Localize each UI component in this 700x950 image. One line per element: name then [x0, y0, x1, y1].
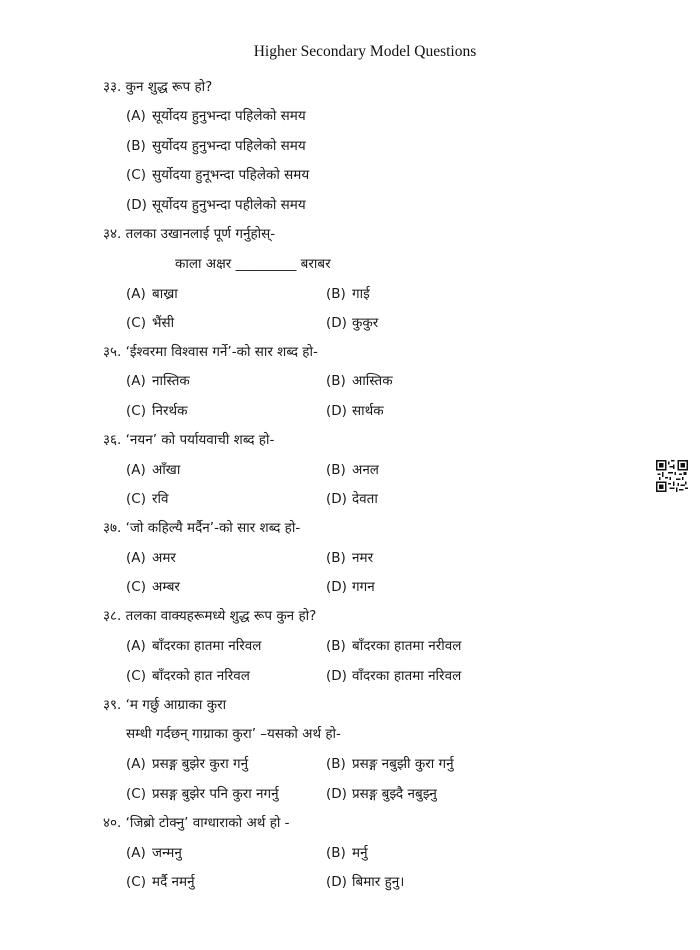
q35-option-d: (D) सार्थक — [326, 403, 384, 419]
q39-option-c: (C) प्रसङ्ग बुझेर पनि कुरा नगर्नु — [126, 786, 279, 802]
question-33-stem: ३३. कुन शुद्ध रूप हो? — [103, 79, 213, 95]
question-36-stem: ३६. ‘नयन’ को पर्यायवाची शब्द हो- — [103, 432, 275, 448]
q38-option-b: (B) बाँदरका हातमा नरीवल — [326, 638, 462, 654]
q40-option-c: (C) मर्दै नमर्नु — [126, 874, 195, 890]
q33-option-b: (B) सुर्योदय हुनुभन्दा पहिलेको समय — [126, 138, 306, 154]
q36-option-d: (D) देवता — [326, 491, 378, 507]
q36-option-b: (B) अनल — [326, 462, 379, 478]
q34-option-d: (D) कुकुर — [326, 315, 379, 331]
q40-option-b: (B) मर्नु — [326, 845, 368, 861]
question-37-stem: ३७. ‘जो कहिल्यै मर्दैन’-को सार शब्द हो- — [103, 520, 301, 536]
q39-option-b: (B) प्रसङ्ग नबुझी कुरा गर्नु — [326, 756, 454, 772]
q34-option-a: (A) बाख्रा — [126, 286, 178, 302]
page-header: Higher Secondary Model Questions — [253, 43, 477, 60]
q35-option-b: (B) आस्तिक — [326, 373, 393, 389]
q33-option-c: (C) सुर्योदया हुनूभन्दा पहिलेको समय — [126, 167, 310, 183]
q38-option-d: (D) वाँदरका हातमा नरिवल — [326, 668, 462, 684]
q40-option-d: (D) बिमार हुनु। — [326, 874, 405, 890]
question-40-stem: ४०. ‘जिब्रो टोक्नु’ वाग्धाराको अर्थ हो - — [103, 815, 290, 831]
q38-option-c: (C) बाँदरको हात नरिवल — [126, 668, 250, 684]
q37-option-c: (C) अम्बर — [126, 579, 180, 595]
q38-option-a: (A) बाँदरका हातमा नरिवल — [126, 638, 262, 654]
q39-option-d: (D) प्रसङ्ग बुझ्दै नबुझ्नु — [326, 786, 437, 802]
q37-option-d: (D) गगन — [326, 579, 375, 595]
q39-stem-continued: सम्धी गर्दछन् गाग्राका कुरा’ –यसको अर्थ हो- — [126, 726, 341, 742]
question-38-stem: ३८. तलका वाक्यहरूमध्ये शुद्ध रूप कुन हो? — [103, 608, 317, 624]
q33-option-d: (D) सूर्योदय हुनुभन्दा पहीलेको समय — [126, 197, 306, 213]
q34-proverb: काला अक्षर _________ बराबर — [175, 256, 331, 272]
q33-option-a: (A) सूर्योदय हुनुभन्दा पहिलेको समय — [126, 108, 306, 124]
q35-option-a: (A) नास्तिक — [126, 373, 190, 389]
qr-code-icon — [655, 460, 689, 492]
question-35-stem: ३५. ‘ईश्वरमा विश्वास गर्ने’-को सार शब्द हो- — [103, 344, 318, 360]
q36-option-a: (A) आँखा — [126, 462, 181, 478]
question-39-stem: ३९. ‘म गर्छु आग्राका कुरा — [103, 697, 227, 713]
q36-option-c: (C) रवि — [126, 491, 169, 507]
q37-option-b: (B) नमर — [326, 550, 374, 566]
q39-option-a: (A) प्रसङ्ग बुझेर कुरा गर्नु — [126, 756, 249, 772]
q40-option-a: (A) जन्मनु — [126, 845, 182, 861]
q34-option-c: (C) भैंसी — [126, 315, 175, 331]
question-34-stem: ३४. तलका उखानलाई पूर्ण गर्नुहोस्- — [103, 226, 276, 242]
q34-option-b: (B) गाई — [326, 286, 370, 302]
q37-option-a: (A) अमर — [126, 550, 176, 566]
q35-option-c: (C) निरर्थक — [126, 403, 188, 419]
